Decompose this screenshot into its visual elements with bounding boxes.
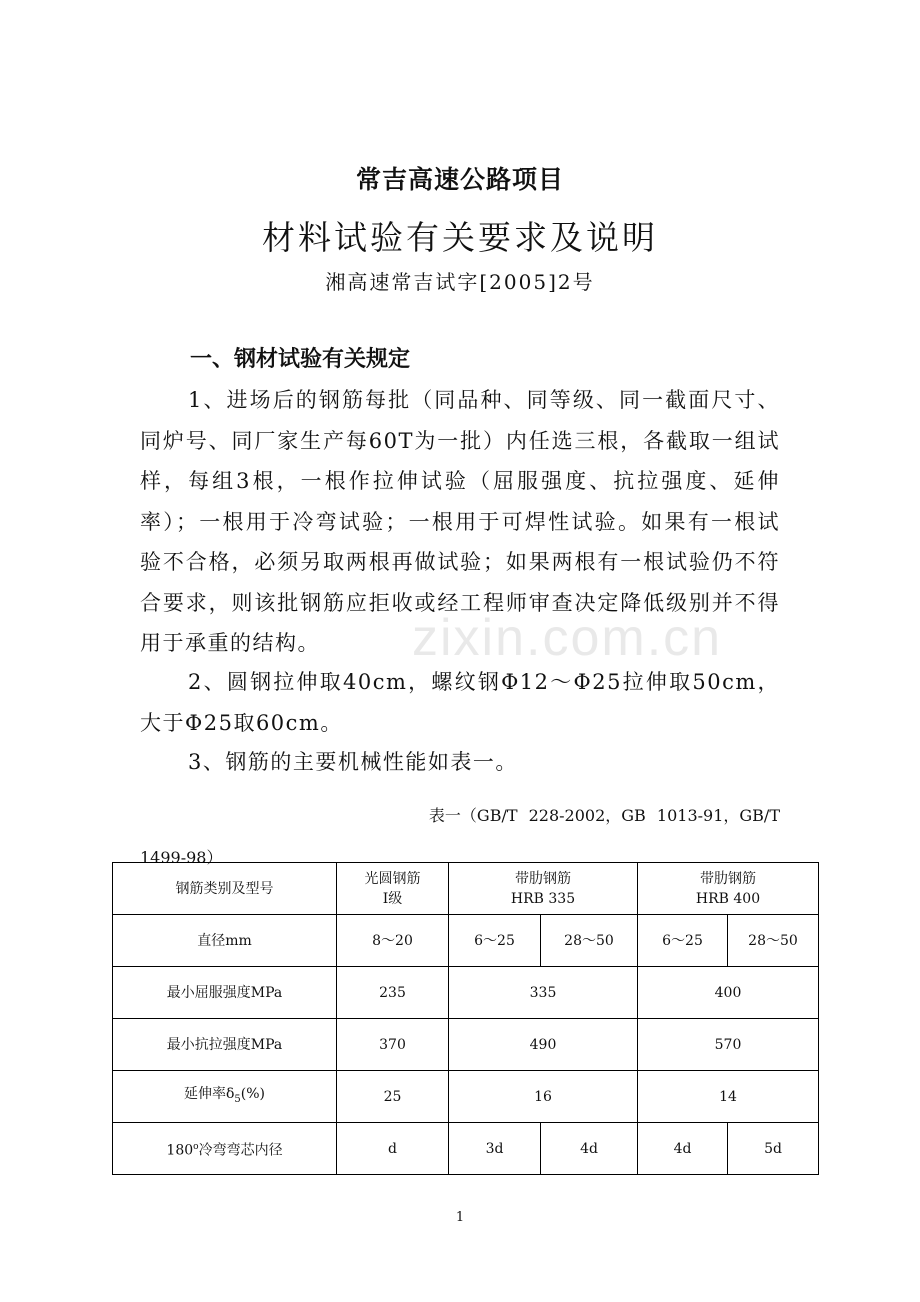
- table-cell: 28～50: [541, 915, 638, 967]
- watermark: zixin.com.cn: [412, 609, 723, 667]
- table-row-type: [113, 863, 819, 915]
- document-title: 材料试验有关要求及说明: [262, 218, 658, 257]
- table-cell: 14: [638, 1071, 819, 1123]
- cell-line: Ⅰ级: [382, 890, 403, 907]
- table-cell: 4d: [541, 1123, 638, 1175]
- cell-line: 光圆钢筋: [364, 870, 421, 887]
- paragraph-3: [140, 742, 780, 783]
- paragraph-3-text: 3、钢筋的主要机械性能如表一。: [188, 750, 518, 774]
- table-caption-line1: 表一（GB/T 228-2002，GB 1013-91，GB/T: [428, 806, 780, 825]
- row-label: 直径mm: [113, 915, 337, 967]
- cell-line: HRB 335: [510, 890, 576, 907]
- label-text: (%): [240, 1085, 266, 1102]
- table-cell: 400: [638, 967, 819, 1019]
- row-label: 最小屈服强度MPa: [113, 967, 337, 1019]
- table-cell: 6～25: [449, 915, 541, 967]
- label-text: 冷弯弯芯内径: [198, 1142, 283, 1159]
- table-cell: 25: [337, 1071, 449, 1123]
- table-row-tensile: [113, 1019, 819, 1071]
- table-cell: 8～20: [337, 915, 449, 967]
- table-cell: 570: [638, 1019, 819, 1071]
- table-cell: [449, 863, 638, 915]
- table-cell: 28～50: [728, 915, 819, 967]
- table-cell: [337, 863, 449, 915]
- row-label: 最小抗拉强度MPa: [113, 1019, 337, 1071]
- section-heading: 一、钢材试验有关规定: [190, 347, 411, 372]
- label-subscript: 5: [234, 1093, 241, 1105]
- label-superscript: o: [193, 1141, 199, 1152]
- table-cell: 6～25: [638, 915, 728, 967]
- table-cell: 235: [337, 967, 449, 1019]
- page-number: 1: [455, 1210, 465, 1225]
- paragraph-2-text: 2、圆钢拉伸取40cm，螺纹钢Φ12～Φ25拉伸取50cm，大于Φ25取60cm。: [140, 670, 780, 735]
- cell-line: HRB 400: [695, 890, 761, 907]
- paragraph-1: [140, 380, 780, 664]
- table-cell: d: [337, 1123, 449, 1175]
- label-text: 180: [166, 1142, 194, 1159]
- table-cell: 5d: [728, 1123, 819, 1175]
- table-cell: [638, 863, 819, 915]
- paragraph-1-text: 1、进场后的钢筋每批（同品种、同等级、同一截面尺寸、同炉号、同厂家生产每60T为一批）内任选三根，各截取一组试样，每组3根，一根作拉伸试验（屈服强度、抗拉强度、延伸率）；一根用于冷弯试验；一根用于可焊性试验。如果有一根试验不合格，必须另取两根再做试验；如果两根有一根试验仍不符合要求，则该批钢筋应拒收或经工程师审查决定降低级别并不得用于承重的结构。: [140, 388, 780, 655]
- row-label: [113, 1123, 337, 1175]
- cell-line: 带肋钢筋: [700, 870, 756, 887]
- table-row-diameter: [113, 915, 819, 967]
- table-cell: 3d: [449, 1123, 541, 1175]
- steel-properties-table: [112, 862, 819, 1175]
- label-text: 延伸率δ: [183, 1085, 235, 1102]
- table-cell: 335: [449, 967, 638, 1019]
- paragraph-2: [140, 662, 780, 743]
- table-row-yield: [113, 967, 819, 1019]
- table-row-bend: [113, 1123, 819, 1175]
- table-cell: 16: [449, 1071, 638, 1123]
- table-caption-line2: 1499-98）: [140, 848, 223, 867]
- table-cell: 370: [337, 1019, 449, 1071]
- table-row-elongation: [113, 1071, 819, 1123]
- table-cell: 4d: [638, 1123, 728, 1175]
- cell-line: 带肋钢筋: [515, 870, 571, 887]
- document-number: 湘高速常吉试字[2005]2号: [325, 270, 595, 294]
- row-label: [113, 1071, 337, 1123]
- row-label: 钢筋类别及型号: [113, 863, 337, 915]
- table-cell: 490: [449, 1019, 638, 1071]
- project-title: 常吉高速公路项目: [355, 165, 564, 194]
